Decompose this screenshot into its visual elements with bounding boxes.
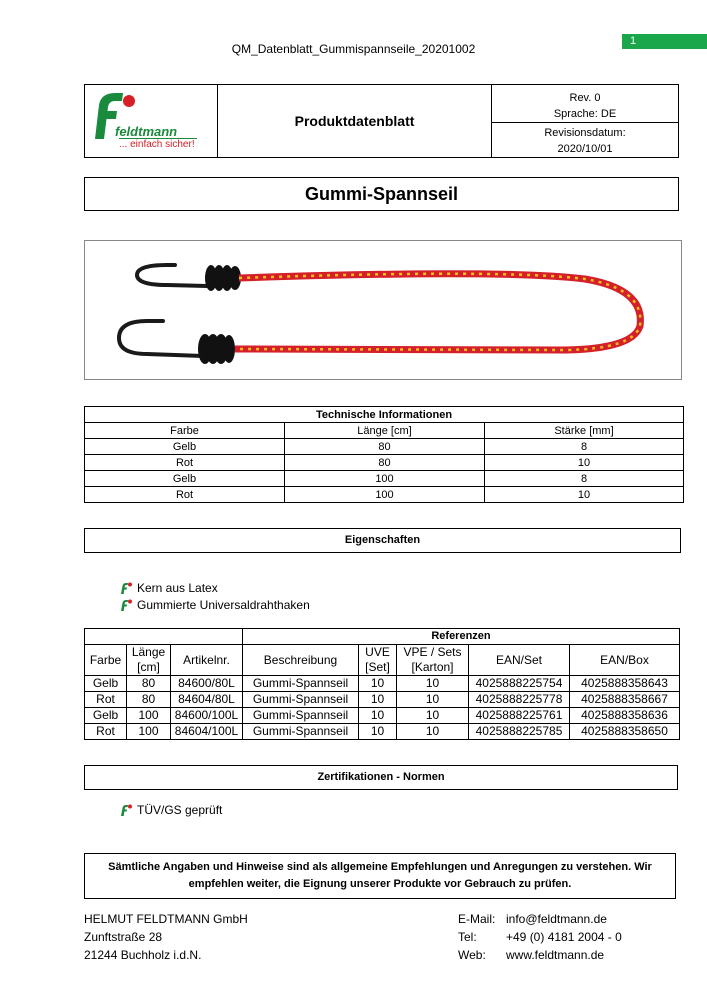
table-cell: 8: [485, 471, 684, 487]
document-filename: QM_Datenblatt_Gummispannseile_20201002: [231, 42, 476, 56]
table-cell: 10: [359, 692, 397, 708]
list-item: [115, 801, 222, 818]
empty-cell: [85, 629, 243, 645]
properties-list: [115, 579, 310, 613]
table-cell: 4025888225778: [469, 692, 570, 708]
column-header: EAN/Set: [469, 645, 570, 676]
table-cell: 84604/80L: [171, 692, 243, 708]
bungee-cord-image: [85, 241, 681, 379]
city: 21244 Buchholz i.d.N.: [84, 948, 202, 962]
table-cell: Gelb: [85, 676, 127, 692]
properties-caption: Eigenschaften: [84, 528, 681, 553]
table-cell: 8: [485, 439, 684, 455]
table-cell: Gelb: [85, 708, 127, 724]
tel-label: Tel:: [458, 930, 477, 944]
table-cell: 100: [285, 471, 485, 487]
disclaimer-line: Sämtliche Angaben und Hinweise sind als allgemeine Empfehlungen und Anregungen zu verstehen. Wir: [108, 861, 652, 873]
property-text: Kern aus Latex: [137, 580, 218, 595]
table-cell: 100: [127, 724, 171, 740]
table-cell: 10: [485, 487, 684, 503]
product-title: Gummi-Spannseil: [84, 177, 679, 211]
web-label: Web:: [458, 948, 486, 962]
table-cell: 10: [397, 676, 469, 692]
header-box: [84, 84, 679, 158]
column-header: Länge [cm]: [127, 645, 171, 676]
table-cell: 10: [397, 724, 469, 740]
table-cell: 10: [359, 708, 397, 724]
website-link[interactable]: www.feldtmann.de: [506, 948, 605, 962]
street: Zunftstraße 28: [84, 930, 163, 944]
table-cell: Gummi-Spannseil: [243, 692, 359, 708]
table-row: [85, 708, 680, 724]
references-table: [84, 628, 680, 740]
table-row: [85, 487, 684, 503]
table-cell: Gelb: [85, 439, 285, 455]
product-image: [84, 240, 682, 380]
table-cell: Rot: [85, 724, 127, 740]
table-cell: 10: [359, 676, 397, 692]
column-header: Stärke [mm]: [485, 423, 684, 439]
table-row: [85, 724, 680, 740]
column-header: Farbe: [85, 423, 285, 439]
revision-date-label: Revisionsdatum:: [544, 127, 626, 139]
brand-slogan: ... einfach sicher!: [119, 139, 195, 150]
phone-number: +49 (0) 4181 2004 - 0: [506, 930, 622, 944]
table-cell: 100: [285, 487, 485, 503]
header-title: Produktdatenblatt: [218, 85, 492, 157]
list-item: [115, 596, 310, 613]
table-cell: 10: [359, 724, 397, 740]
table-cell: 4025888225754: [469, 676, 570, 692]
table-cell: 100: [127, 708, 171, 724]
table-cell: Rot: [85, 692, 127, 708]
technical-info-caption: Technische Informationen: [85, 407, 684, 423]
table-cell: Rot: [85, 487, 285, 503]
table-cell: 4025888358636: [570, 708, 680, 724]
table-cell: Rot: [85, 455, 285, 471]
feldtmann-bullet-icon: [115, 581, 137, 595]
column-header: UVE [Set]: [359, 645, 397, 676]
table-cell: 4025888225785: [469, 724, 570, 740]
column-header: Beschreibung: [243, 645, 359, 676]
table-cell: 84600/100L: [171, 708, 243, 724]
revision-date: 2020/10/01: [557, 143, 613, 155]
table-row: [85, 676, 680, 692]
email-link[interactable]: info@feldtmann.de: [506, 912, 607, 926]
table-cell: 80: [285, 439, 485, 455]
table-cell: 4025888358643: [570, 676, 680, 692]
disclaimer: [84, 853, 676, 899]
table-cell: 10: [485, 455, 684, 471]
certification-text: TÜV/GS geprüft: [137, 802, 223, 817]
disclaimer-line: empfehlen weiter, die Eignung unserer Produkte vor Gebrauch zu prüfen.: [188, 878, 572, 890]
table-row: [85, 692, 680, 708]
list-item: [115, 579, 310, 596]
table-cell: 84604/100L: [171, 724, 243, 740]
revision-number: Rev. 0: [569, 92, 601, 104]
language: Sprache: DE: [553, 108, 617, 120]
certifications-caption: Zertifikationen - Normen: [84, 765, 678, 790]
column-header: EAN/Box: [570, 645, 680, 676]
company-logo: [85, 85, 218, 157]
table-cell: Gummi-Spannseil: [243, 708, 359, 724]
table-cell: Gelb: [85, 471, 285, 487]
company-contact: [458, 910, 622, 964]
column-header: Farbe: [85, 645, 127, 676]
certifications-list: [115, 801, 222, 818]
brand-name: feldtmann: [115, 124, 178, 139]
table-cell: 10: [397, 692, 469, 708]
table-cell: 80: [127, 692, 171, 708]
company-address: [84, 910, 248, 964]
column-header: Länge [cm]: [285, 423, 485, 439]
feldtmann-bullet-icon: [115, 803, 137, 817]
company-name: HELMUT FELDTMANN GmbH: [84, 912, 248, 926]
table-row: [85, 439, 684, 455]
technical-info-table: [84, 406, 684, 503]
table-cell: 4025888358650: [570, 724, 680, 740]
table-cell: Gummi-Spannseil: [243, 676, 359, 692]
table-cell: 80: [127, 676, 171, 692]
property-text: Gummierte Universaldrahthaken: [137, 597, 310, 612]
feldtmann-bullet-icon: [115, 598, 137, 612]
table-cell: 4025888225761: [469, 708, 570, 724]
table-cell: Gummi-Spannseil: [243, 724, 359, 740]
page-number-badge: 1: [622, 34, 707, 49]
table-cell: 84600/80L: [171, 676, 243, 692]
header-meta: [492, 85, 678, 157]
table-cell: 4025888358667: [570, 692, 680, 708]
references-caption: Referenzen: [243, 629, 680, 645]
column-header: VPE / Sets [Karton]: [397, 645, 469, 676]
table-row: [85, 471, 684, 487]
column-header: Artikelnr.: [171, 645, 243, 676]
table-row: [85, 455, 684, 471]
table-cell: 80: [285, 455, 485, 471]
table-cell: 10: [397, 708, 469, 724]
email-label: E-Mail:: [458, 912, 496, 926]
